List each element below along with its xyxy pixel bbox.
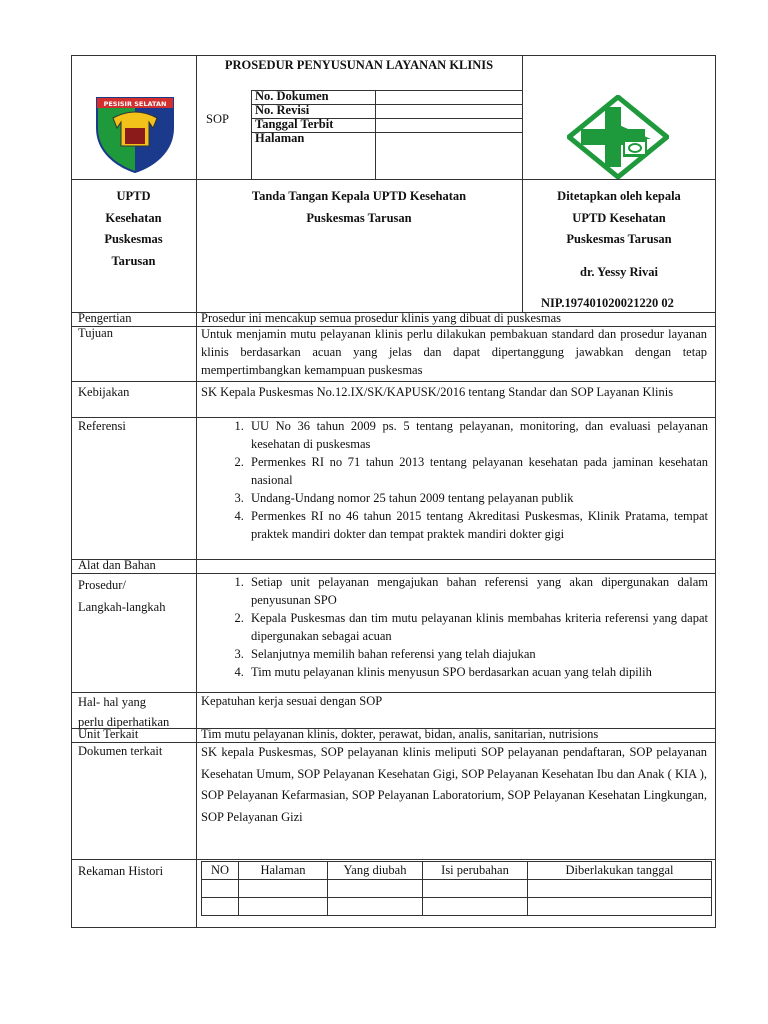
table-header-row [202,862,712,880]
label-hal-diperhatikan: Hal- hal yang perlu diperhatikan [78,695,170,729]
text-unit-terkait: Tim mutu pelayanan klinis, dokter, perawat, bidan, analis, sanitarian, nutrisions [201,727,599,741]
text-tujuan: Untuk menjamin mutu pelayanan klinis perlu dilakukan pembakuan standard dan prosedur layanan klinis berdasarkan acuan yang jelas dan dapat dipertanggung jawabkan dengan tetap mempertimbangkan kemampuan puskesmas [201,327,707,377]
kabupaten-logo [91,92,179,174]
list-item: 4. Permenkes RI no 46 tahun 2015 tentang Akreditasi Puskesmas, Klinik Pratama, tempat praktek mandiri dokter dan tempat praktek mandiri dokter gigi [247,507,708,543]
divider [71,859,716,860]
approval-block: Ditetapkan oleh kepala UPTD Kesehatan Puskesmas Tarusan [557,189,681,246]
divider [71,179,716,180]
divider [71,381,716,382]
list-prosedur [201,573,708,681]
label-tujuan: Tujuan [78,326,113,340]
table-cell [202,880,239,898]
sop-title: PROSEDUR PENYUSUNAN LAYANAN KLINIS [224,58,494,72]
table-row [202,880,712,898]
table-cell [528,880,712,898]
meta-label-tanggal-terbit: Tanggal Terbit [255,117,334,131]
svg-text:PESISIR SELATAN: PESISIR SELATAN [103,100,167,108]
table-cell [202,898,239,916]
meta-label-no-dokumen: No. Dokumen [255,89,329,103]
approver-nip: NIP.197401020021220 02 [541,296,674,310]
divider [251,90,252,179]
list-referensi [201,417,708,543]
label-referensi: Referensi [78,419,126,433]
sop-label: SOP [206,112,229,126]
table-row [202,898,712,916]
list-item: 1. Setiap unit pelayanan mengajukan bahan referensi yang akan dipergunakan dalam penyusunan SPO [247,573,708,609]
label-dokumen-terkait: Dokumen terkait [78,744,163,758]
table-cell [423,898,528,916]
table-cell [528,898,712,916]
column-header: NO [202,862,239,880]
unit-name: UPTD Kesehatan Puskesmas Tarusan [104,189,163,268]
puskesmas-logo [567,95,669,179]
label-pengertian: Pengertian [78,311,132,325]
label-alat-bahan: Alat dan Bahan [78,558,156,572]
table-cell [423,880,528,898]
text-kebijakan: SK Kepala Puskesmas No.12.IX/SK/KAPUSK/2016 tentang Standar dan SOP Layanan Klinis [201,385,674,399]
history-table [201,861,712,916]
list-item: 2. Kepala Puskesmas dan tim mutu pelayanan klinis membahas kriteria referensi yang dapat dipergunakan sebagai acuan [247,609,708,645]
text-dokumen-terkait: SK kepala Puskesmas, SOP pelayanan klinis meliputi SOP pelayanan pendaftaran, SOP pelayanan Kesehatan Umum, SOP Pelayanan Kesehatan Gigi, SOP Pelayanan Kesehatan Ibu dan Anak ( KIA ), SOP Pelayanan Kefarmasian, SOP Pelayanan Laboratorium, SOP Pelayanan Kesehatan Lingkungan, SOP Pelayanan Gizi [201,745,707,824]
table-cell [239,898,328,916]
table-cell [239,880,328,898]
text-pengertian: Prosedur ini mencakup semua prosedur klinis yang dibuat di puskesmas [201,311,562,325]
label-unit-terkait: Unit Terkait [78,727,139,741]
list-item: 3. Selanjutnya memilih bahan referensi yang telah diajukan [247,645,708,663]
list-item: 2. Permenkes RI no 71 tahun 2013 tentang pelayanan kesehatan pada jaminan kesehatan nasional [247,453,708,489]
divider [375,90,376,179]
meta-label-no-revisi: No. Revisi [255,103,310,117]
divider [196,55,197,313]
label-prosedur: Prosedur/ Langkah-langkah [78,578,166,614]
table-cell [328,880,423,898]
column-header: Halaman [239,862,328,880]
column-header: Diberlakukan tanggal [528,862,712,880]
signature-caption: Tanda Tangan Kepala UPTD Kesehatan Puskesmas Tarusan [251,189,467,225]
list-item: 1. UU No 36 tahun 2009 ps. 5 tentang pelayanan, monitoring, dan evaluasi pelayanan kesehatan di puskesmas [247,417,708,453]
column-header: Yang diubah [328,862,423,880]
approver-name: dr. Yessy Rivai [580,265,658,279]
meta-label-halaman: Halaman [255,131,305,145]
label-rekaman-histori: Rekaman Histori [78,864,164,878]
table-cell [328,898,423,916]
label-kebijakan: Kebijakan [78,385,130,399]
list-item: 4. Tim mutu pelayanan klinis menyusun SPO berdasarkan acuan yang telah dipilih [247,663,708,681]
text-hal-diperhatikan: Kepatuhan kerja sesuai dengan SOP [201,694,383,708]
divider [196,312,197,928]
list-item: 3. Undang-Undang nomor 25 tahun 2009 tentang pelayanan publik [247,489,708,507]
column-header: Isi perubahan [423,862,528,880]
divider [71,559,716,560]
